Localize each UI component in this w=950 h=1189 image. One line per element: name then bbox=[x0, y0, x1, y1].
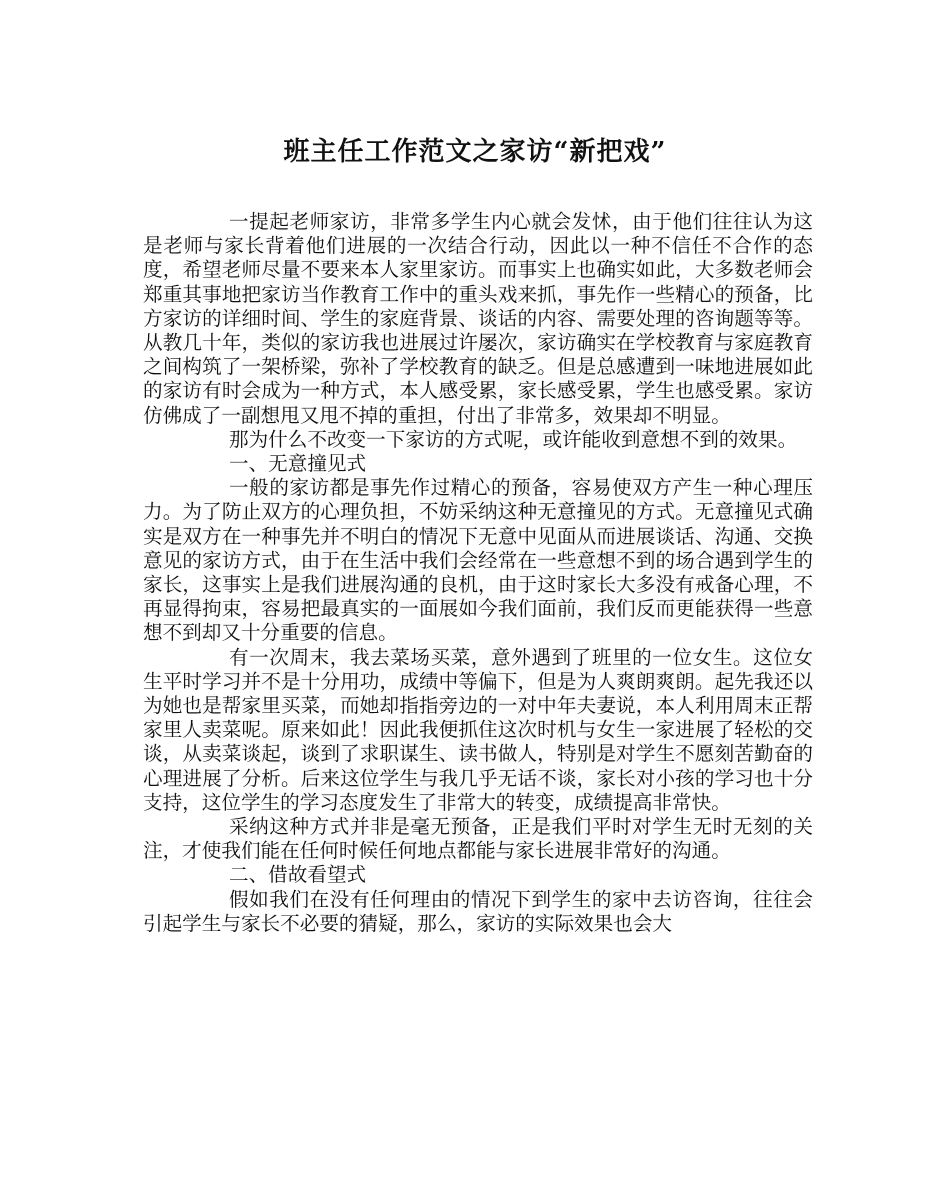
section-heading-1: 一、无意撞见式 bbox=[229, 452, 367, 476]
section-heading-2: 二、借故看望式 bbox=[229, 863, 367, 887]
document-body bbox=[143, 210, 813, 936]
paragraph-example: 有一次周末，我去菜场买菜，意外遇到了班里的一位女生。这位女生平时学习并不是十分用功，成绩中等偏下，但是为人爽朗爽朗。起先我还以为她也是帮家里买菜，而她却指指旁边的一对中年夫妻说，本人利用周末正帮家里人卖菜呢。原来如此！因此我便抓住这次时机与女生一家进展了轻松的交谈，从卖菜谈起，谈到了求职谋生、读书做人，特别是对学生不愿刻苦勤奋的心理进展了分析。后来这位学生与我几乎无话不谈，家长对小孩的学习也十分支持，这位学生的学习态度发生了非常大的转变，成绩提高非常快。 bbox=[143, 645, 813, 814]
paragraph-section-2: 假如我们在没有任何理由的情况下到学生的家中去访咨询，往往会引起学生与家长不必要的猜疑，那么，家访的实际效果也会大 bbox=[143, 887, 813, 935]
paragraph-intro: 一提起老师家访，非常多学生内心就会发怵，由于他们往往认为这是老师与家长背着他们进展的一次结合行动，因此以一种不信任不合作的态度，希望老师尽量不要来本人家里家访。而事实上也确实如此，大多数老师会郑重其事地把家访当作教育工作中的重头戏来抓，事先作一些精心的预备，比方家访的详细时间、学生的家庭背景、谈话的内容、需要处理的咨询题等等。从教几十年，类似的家访我也进展过许屡次，家访确实在学校教育与家庭教育之间构筑了一架桥梁，弥补了学校教育的缺乏。但是总感遭到一味地进展如此的家访有时会成为一种方式，本人感受累，家长感受累，学生也感受累。家访仿佛成了一副想甩又甩不掉的重担，付出了非常多，效果却不明显。 bbox=[143, 210, 813, 427]
paragraph-section-1: 一般的家访都是事先作过精心的预备，容易使双方产生一种心理压力。为了防止双方的心理负担，不妨采纳这种无意撞见的方式。无意撞见式确实是双方在一种事先并不明白的情况下无意中见面从而进展谈话、沟通、交换意见的家访方式，由于在生活中我们会经常在一些意想不到的场合遇到学生的家长，这事实上是我们进展沟通的良机，由于这时家长大多没有戒备心理，不再显得拘束，容易把最真实的一面展如今我们面前，我们反而更能获得一些意想不到却又十分重要的信息。 bbox=[143, 476, 813, 645]
paragraph-summary: 采纳这种方式并非是毫无预备，正是我们平时对学生无时无刻的关注，才使我们能在任何时候任何地点都能与家长进展非常好的沟通。 bbox=[143, 815, 813, 863]
document-title: 班主任工作范文之家访“新把戏” bbox=[283, 137, 667, 167]
paragraph-question: 那为什么不改变一下家访的方式呢，或许能收到意想不到的效果。 bbox=[229, 427, 798, 451]
